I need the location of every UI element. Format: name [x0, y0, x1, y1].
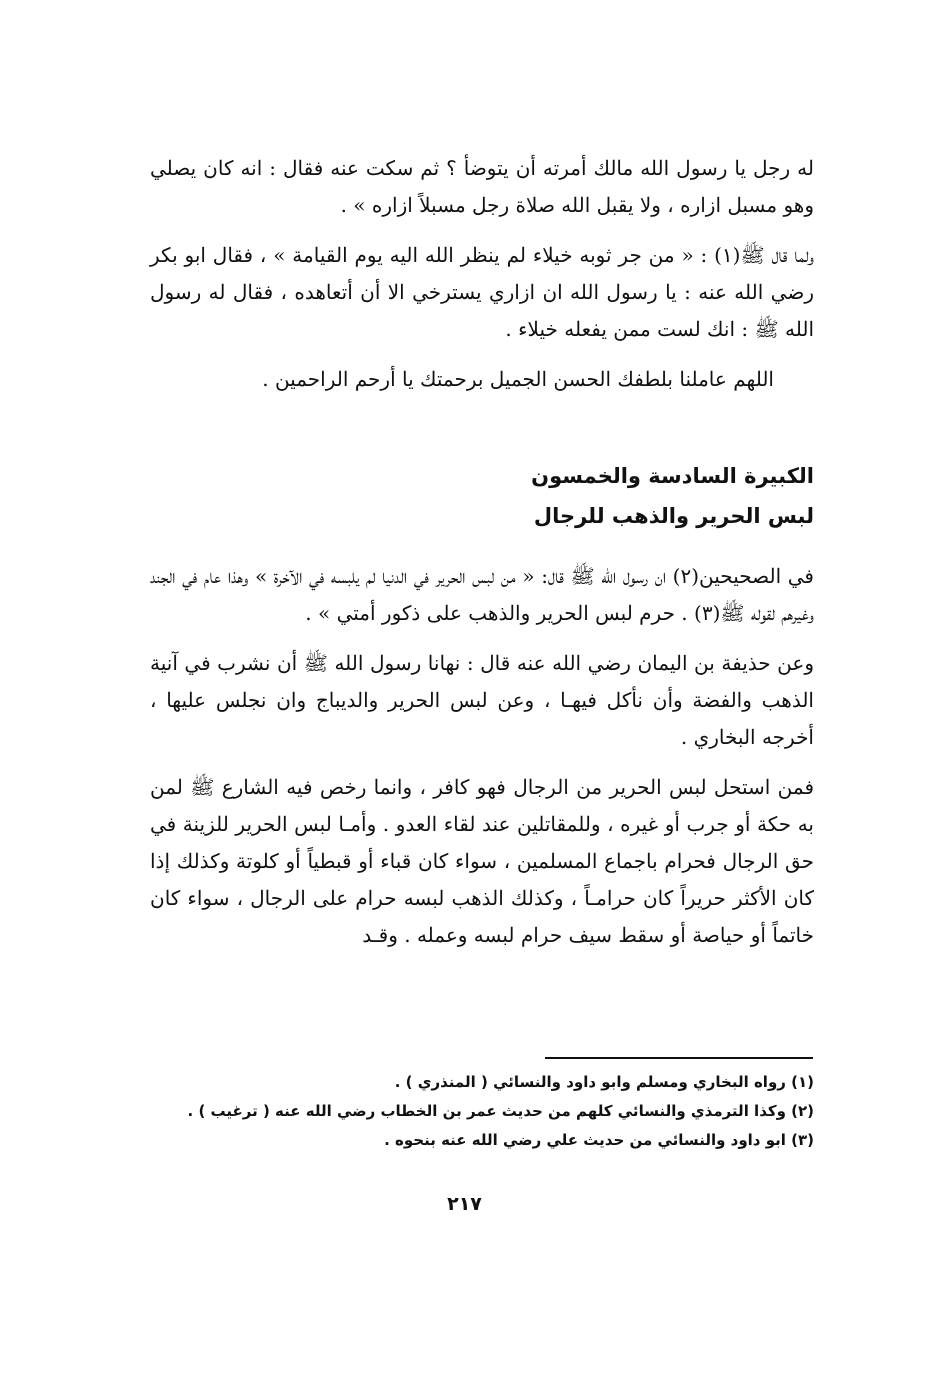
footnote-3: (٣) ابو داود والنسائي من حديث علي رضي الله عنه بنحوه .: [384, 1131, 814, 1149]
page-body: [150, 150, 814, 967]
footnote-divider: [545, 1057, 813, 1059]
chapter-subtitle: لبس الحرير والذهب للرجال: [533, 504, 814, 528]
paragraph-hudhayfa: وعن حذيفة بن اليمان رضي الله عنه قال : نهانا رسول الله ﷺ أن نشرب في آنية الذهب والفضة وأن نأكل فيهـا ، وعن لبس الحرير والديباج وان نجلس عليها ، أخرجه البخاري .: [150, 651, 814, 749]
chapter-title: الكبيرة السادسة والخمسون: [531, 464, 814, 488]
paragraph-sahihayn: في الصحيحين(٢) ان رسول الله ﷺ قال: « من لبس الحرير في الدنيا لم يلبسه في الآخرة » وهذا عام في الجند وغيرهم لقوله ﷺ(٣) . حرم لبس الحرير والذهب على ذكور أمتي » .: [150, 564, 814, 625]
page-number: ٢١٧: [447, 1193, 482, 1215]
paragraph-abu-bakr: ولما قال ﷺ(١) : « من جر ثوبه خيلاء لم ينظر الله اليه يوم القيامة » ، فقال ابو بكر رضي الله عنه : يا رسول الله ان ازاري يسترخي الا أن أتعاهده ، فقال له رسول الله ﷺ : انك لست ممن يفعله خيلاء .: [150, 243, 814, 341]
paragraph-supplication: اللهم عاملنا بلطفك الحسن الجميل برحمتك يا أرحم الراحمين .: [262, 367, 774, 391]
paragraph-ruling: فمن استحل لبس الحرير من الرجال فهو كافر ، وانما رخص فيه الشارع ﷺ لمن به حكة أو جرب أو غيره ، وللمقاتلين عند لقاء العدو . وأمـا لبس الحرير للزينة في حق الرجال فحرام باجماع المسلمين ، سواء كان قباء أو قبطياً أو كلوتة وكذلك إذا كان الأكثر حريراً كان حرامـاً ، وكذلك الذهب لبسه حرام على الرجال ، سواء كان خاتماً أو حياصة أو سقط سيف حرام لبسه وعمله . وقـد: [150, 775, 814, 947]
footnote-1: (١) رواه البخاري ومسلم وابو داود والنسائي ( المنذري ) .: [394, 1073, 814, 1091]
footnote-2: (٢) وكذا الترمذي والنسائي كلهم من حديث عمر بن الخطاب رضي الله عنه ( ترغيب ) .: [187, 1102, 814, 1120]
paragraph-hadith-isbal: له رجل يا رسول الله مالك أمرته أن يتوضأ ؟ ثم سكت عنه فقال : انه كان يصلي وهو مسبل ازاره ، ولا يقبل الله صلاة رجل مسبلاً ازاره » .: [150, 156, 814, 217]
footnotes: [150, 1068, 814, 1155]
